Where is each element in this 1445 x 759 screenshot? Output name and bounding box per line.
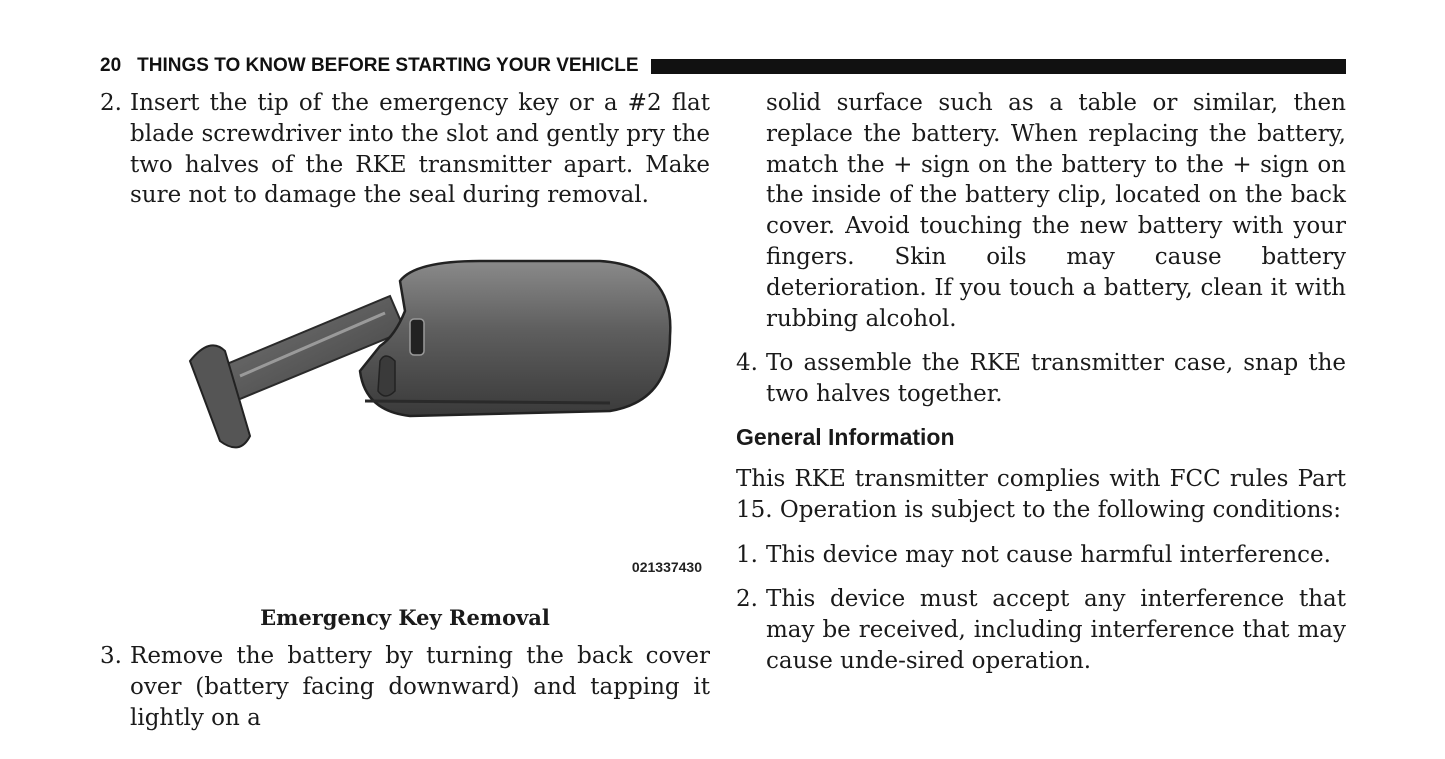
step-number: 2. [100,90,122,116]
step-text: To assemble the RKE transmitter case, snap the two halves together. [766,350,1346,408]
key-fob-illustration [180,251,680,501]
step-2 [100,88,710,211]
header-rule [651,59,1346,74]
general-information-heading: General Information [736,423,955,450]
step-4 [736,348,1346,410]
condition-number: 2. [736,586,758,613]
step-3-continued [736,88,1346,334]
condition-2 [736,584,1346,676]
step-text: Insert the tip of the emergency key or a #2 flat blade screwdriver into the slot and gently pry the two halves of the RKE transmitter apart. Make sure not to damage the seal during removal. [130,90,710,209]
figure-caption: Emergency Key Removal [260,605,550,631]
condition-text: This device must accept any interference that may be received, including interference that may cause unde-sired operation. [766,586,1346,674]
condition-text: This device may not cause harmful interference. [766,541,1331,568]
page-header [100,54,1346,78]
key-fob-figure [100,251,710,591]
step-text: solid surface such as a table or similar, then replace the battery. When replacing the battery, match the + sign on the battery to the + sign on the inside of the battery clip, located on the back cover. Avoid touching the new battery with your fingers. Skin oils may cause battery deterioration. If you touch a battery, clean it with rubbing alcohol. [766,90,1346,332]
step-number: 4. [736,350,758,377]
condition-number: 1. [736,541,758,568]
step-number: 3. [100,643,122,670]
page-number: 20 [100,55,122,76]
figure-code: 021337430 [631,559,702,576]
section-title: THINGS TO KNOW BEFORE STARTING YOUR VEHICLE [137,55,639,76]
left-column [100,88,710,734]
condition-1 [736,540,1346,571]
fcc-intro: This RKE transmitter complies with FCC rules Part 15. Operation is subject to the following conditions: [736,465,1346,523]
right-column [736,88,1346,677]
step-3 [100,641,710,733]
step-text: Remove the battery by turning the back cover over (battery facing downward) and tapping it lightly on a [130,643,710,731]
